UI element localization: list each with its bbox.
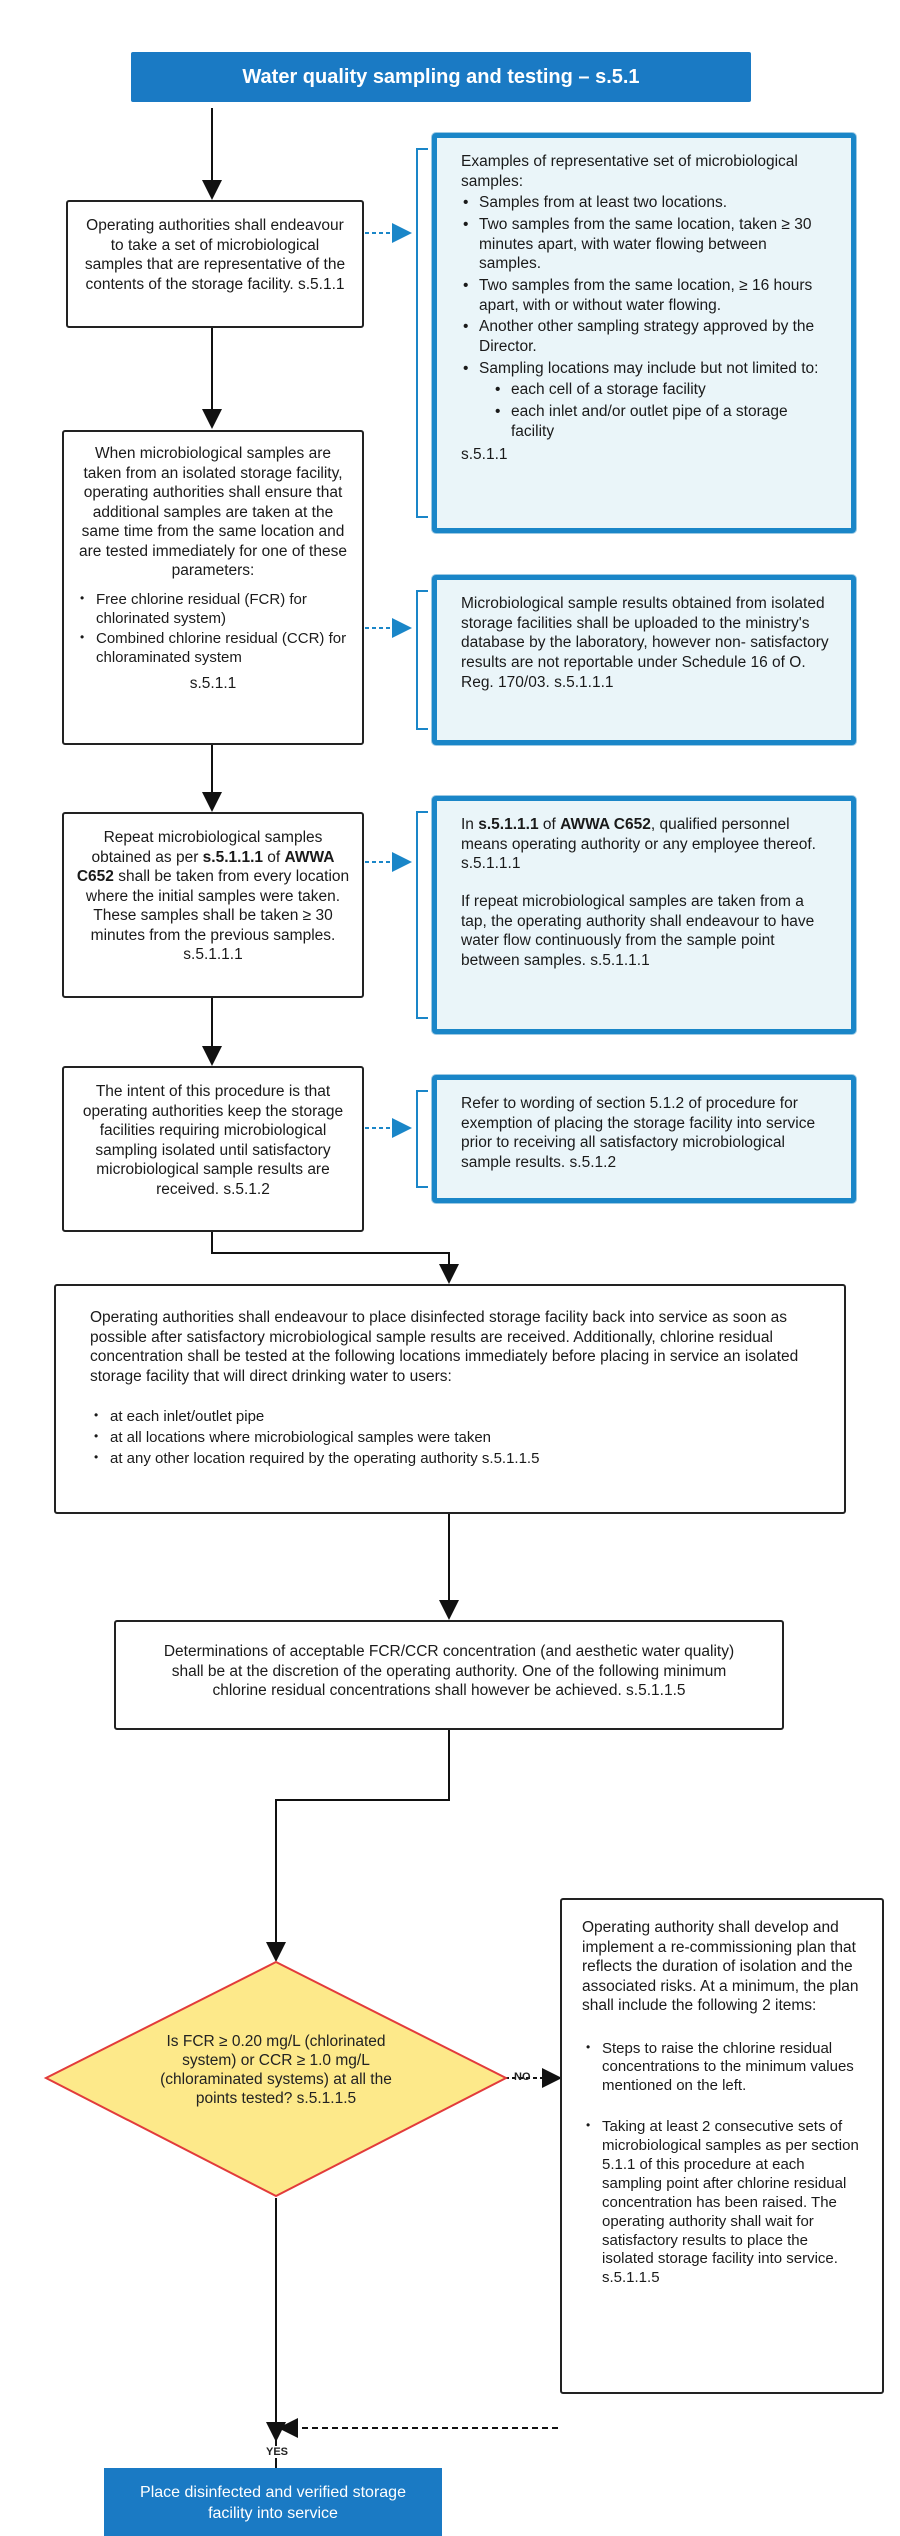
- step-keep-isolated: [62, 1066, 364, 1232]
- step-acceptable-concentration-text: Determinations of acceptable FCR/CCR concentration (and aesthetic water quality) shall be at the discretion of the operating authority. One of the following minimum chlorine residual concentrations shall however be achieved. s.5.1.1.5: [163, 1643, 735, 1700]
- yes-label: YES: [266, 2446, 289, 2458]
- step-keep-isolated-text: The intent of this procedure is that operating authorities keep the storage facilities requiring microbiological sampling isolated until satisfactory microbiological sample results are received. s.5.1.2: [82, 1083, 344, 1198]
- text-run: In: [461, 816, 479, 833]
- list-item: • Samples from at least two locations.: [461, 193, 829, 213]
- recommission-plan: [560, 1898, 884, 2394]
- note-exemption-text: Refer to wording of section 5.1.2 of procedure for exemption of placing the storage facility into service prior to receiving all satisfactory microbiological sample results. s.5.1.2: [461, 1095, 816, 1172]
- note-qualified-personnel: [432, 796, 856, 1034]
- note-bracket: [416, 148, 428, 518]
- step-repeat-samples-p2: of: [263, 848, 285, 866]
- step-repeat-samples-p1: Repeat microbiological samples obtained as per: [91, 829, 323, 866]
- note-exemption: [432, 1075, 856, 1203]
- sub-list-item: • each cell of a storage facility: [493, 380, 829, 400]
- note-database-upload: [432, 575, 856, 745]
- standard-ref: AWWA C652: [560, 816, 651, 833]
- list-item: • Steps to raise the chlorine residual concentrations to the minimum values mentioned on the left.: [582, 2040, 862, 2097]
- step-additional-samples-ref: s.5.1.1: [189, 675, 237, 693]
- page-title: Water quality sampling and testing – s.5.1: [131, 52, 751, 102]
- note-bracket: [416, 590, 428, 730]
- step-acceptable-concentration: [114, 1620, 784, 1730]
- list-item: • Two samples from the same location, ≥ 16 hours apart, with or without water flowing.: [461, 276, 829, 315]
- text-run: of: [538, 816, 561, 833]
- list-item: • Combined chlorine residual (CCR) for chloraminated system: [76, 630, 350, 668]
- step-representative-samples-text: Operating authorities shall endeavour to take a set of microbiological samples that are representative of the contents of the storage facility. s.5.1.1: [84, 217, 346, 293]
- chlorine-parameter-list: [76, 591, 350, 669]
- sub-list: [493, 380, 829, 441]
- step-additional-samples-text: When microbiological samples are taken from an isolated storage facility, operating authorities shall ensure that additional samples are taken at the same time from the same location and are tested immediately for one of these parameters:: [79, 445, 347, 580]
- note-sample-examples-intro: Examples of representative set of microbiological samples:: [461, 153, 798, 190]
- note-sample-examples: [432, 133, 856, 533]
- test-locations-list: [90, 1408, 810, 1469]
- list-item: [461, 359, 829, 442]
- note-bracket: [416, 811, 428, 1019]
- note-sample-examples-list: [461, 193, 829, 441]
- decision-question: Is FCR ≥ 0.20 mg/L (chlorinated system) or CCR ≥ 1.0 mg/L (chloraminated systems) at all the points tested? s.5.1.1.5: [160, 2033, 392, 2107]
- step-place-back-into-service-text: Operating authorities shall endeavour to place disinfected storage facility back into service as soon as possible after satisfactory microbiological sample results are received. Additionally, chlorine residual concentration shall be tested at the following locations immediately before placing in service an isolated storage facility that will direct drinking water to users:: [90, 1309, 799, 1385]
- no-label: NO: [514, 2071, 531, 2083]
- list-item: • Taking at least 2 consecutive sets of microbiological samples as per section 5.1.1 of this procedure at each sampling point after chlorine residual concentration has been raised. The operating authority shall wait for satisfactory results to place the isolated storage facility into service. s.5.1.1.5: [582, 2118, 862, 2288]
- section-ref: s.5.1.1.1: [202, 848, 263, 866]
- step-repeat-samples-p3: shall be taken from every location where the initial samples were taken. These samples shall be taken ≥ 30 minutes from the previous samples. s.5.1.1.1: [85, 868, 350, 964]
- step-additional-samples: [62, 430, 364, 745]
- recommission-plan-text: Operating authority shall develop and implement a re-commissioning plan that reflects the duration of isolation and the associated risks. At a minimum, the plan shall include the following 2 items:: [582, 1919, 859, 2015]
- step-representative-samples: [66, 200, 364, 328]
- note-bracket: [416, 1090, 428, 1188]
- note-qualified-personnel-p1: [461, 815, 829, 874]
- list-item: • at each inlet/outlet pipe: [90, 1408, 810, 1427]
- recommission-plan-list: [582, 2040, 862, 2289]
- sub-list-item: • each inlet and/or outlet pipe of a storage facility: [493, 402, 829, 441]
- step-repeat-samples: [62, 812, 364, 998]
- list-item: • Another other sampling strategy approved by the Director.: [461, 317, 829, 356]
- standard-ref: AWWA C652: [76, 848, 335, 886]
- final-place-into-service-text: Place disinfected and verified storage facility into service: [140, 2484, 406, 2522]
- list-item: • Two samples from the same location, taken ≥ 30 minutes apart, with water flowing between samples.: [461, 215, 829, 274]
- list-item-text: Sampling locations may include but not limited to:: [479, 359, 819, 377]
- final-place-into-service: [104, 2468, 442, 2536]
- list-item: • at any other location required by the operating authority s.5.1.1.5: [90, 1450, 810, 1469]
- note-database-upload-text: Microbiological sample results obtained from isolated storage facilities shall be uploaded to the ministry's database by the laboratory, however non- satisfactory results are not reportable under Schedule 16 of O. Reg. 170/03. s.5.1.1.1: [461, 595, 829, 691]
- section-ref: s.5.1.1.1: [478, 816, 539, 833]
- step-place-back-into-service: [54, 1284, 846, 1514]
- note-tap-samples: If repeat microbiological samples are taken from a tap, the operating authority shall endeavour to have water flow continuously from the sample point between samples. s.5.1.1.1: [461, 893, 815, 970]
- list-item: • at all locations where microbiological samples were taken: [90, 1429, 810, 1448]
- text-run: , qualified personnel means operating authority or any employee thereof. s.5.1.1.1: [461, 816, 816, 873]
- list-item: • Free chlorine residual (FCR) for chlorinated system): [76, 591, 350, 629]
- note-sample-examples-ref: s.5.1.1: [461, 446, 508, 464]
